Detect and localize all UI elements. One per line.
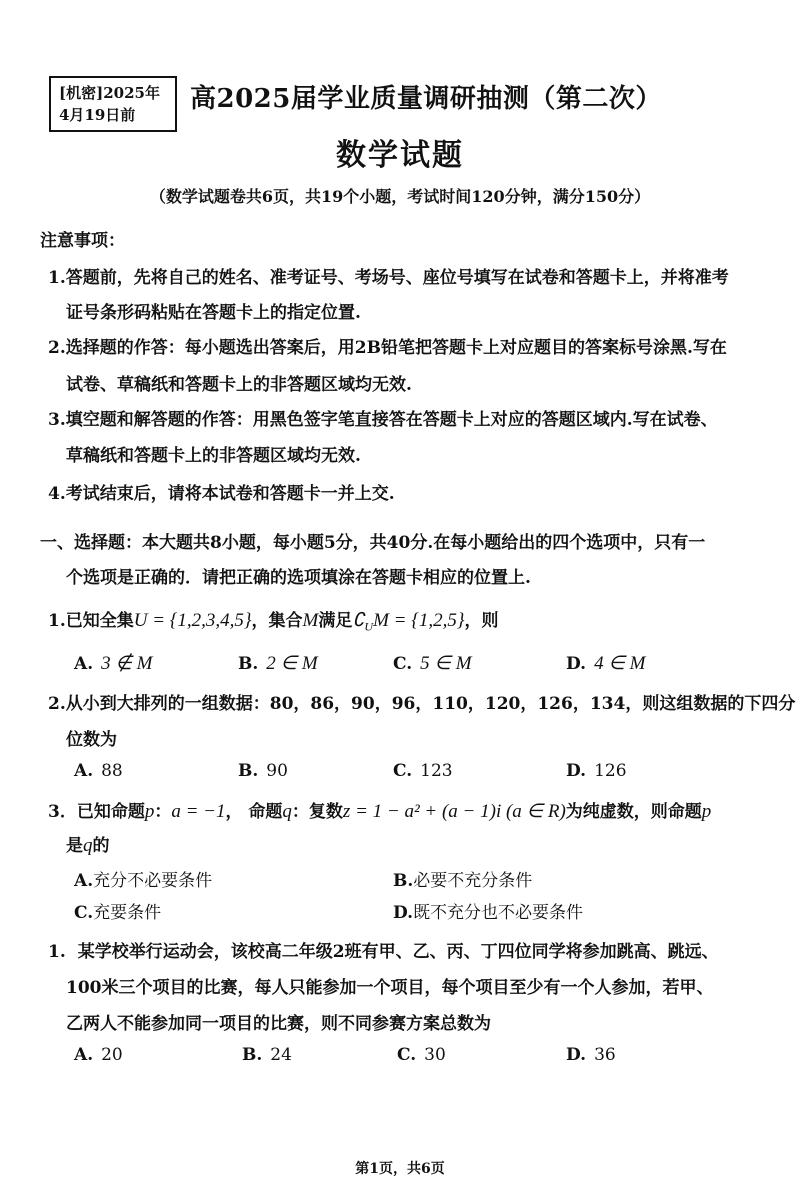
q4-option-c (397, 1045, 446, 1065)
confidential-box (49, 76, 177, 132)
option-text: 充要条件 (93, 903, 162, 923)
q1-text: ，集合 (251, 611, 303, 631)
q2-option-b (238, 761, 288, 781)
option-label: A. (74, 1045, 94, 1065)
option-label: D. (566, 1045, 587, 1065)
option-label: D. (566, 654, 587, 674)
option-text: 88 (101, 761, 123, 781)
q1-option-a (74, 652, 153, 675)
option-label: A. (74, 761, 94, 781)
option-label: A. (74, 871, 94, 891)
option-label: C. (74, 903, 94, 923)
question-3-line-2 (66, 831, 110, 857)
option-text: 30 (424, 1045, 446, 1065)
option-label: C. (393, 761, 413, 781)
q1-option-b (238, 652, 318, 675)
q3-complex-expression: z = 1 − a² + (a − 1)i (a ∈ R) (342, 801, 566, 822)
q3-option-a (74, 866, 212, 891)
option-label: A. (74, 654, 94, 674)
question-4-line-3: 乙两人不能参加同一项目的比赛，则不同参赛方案总数为 (66, 1014, 491, 1034)
notice-item: 试卷、草稿纸和答题卡上的非答题区域均无效. (66, 375, 412, 395)
exam-info: （数学试题卷共6页，共19个小题，考试时间120分钟，满分150分） (149, 187, 651, 206)
option-label: C. (397, 1045, 417, 1065)
question-2-line-1: 2.从小到大排列的一组数据：80，86，90，96，110，120，126，134，则这组数据的下四分 (48, 694, 796, 714)
q2-option-c (393, 761, 453, 781)
q1-text: 1.已知全集 (48, 611, 134, 631)
q2-option-d (566, 761, 627, 781)
q1-text: 满足 (318, 611, 353, 631)
q1-universal-set: U = {1,2,3,4,5} (133, 610, 252, 631)
option-label: B. (238, 654, 259, 674)
option-label: B. (238, 761, 259, 781)
q4-option-b (242, 1045, 292, 1065)
option-text: 126 (594, 761, 627, 781)
q3-text: 3．已知命题 (48, 802, 145, 822)
q3-text: ： (154, 802, 172, 822)
q3-option-b (393, 866, 532, 891)
option-text: 必要不充分条件 (413, 871, 533, 891)
option-label: C. (393, 654, 413, 674)
q4-option-d (566, 1045, 616, 1065)
option-text: 36 (594, 1045, 616, 1065)
option-text: 90 (266, 761, 288, 781)
q3-text: 的 (92, 836, 110, 856)
notice-item: 4.考试结束后，请将本试卷和答题卡一并上交. (48, 484, 395, 504)
subject-title: 数学试题 (336, 138, 464, 173)
option-text: 4 ∈ M (594, 653, 646, 674)
exam-title: 高2025届学业质量调研抽测（第二次） (190, 84, 662, 114)
option-label: B. (393, 871, 414, 891)
option-text: 24 (270, 1045, 292, 1065)
option-label: D. (393, 903, 414, 923)
notice-item: 证号条形码粘贴在答题卡上的指定位置. (66, 303, 361, 323)
question-1-stem (48, 606, 498, 634)
confidential-line-1: [机密]2025年 (59, 84, 160, 102)
q4-option-a (74, 1045, 123, 1065)
option-text: 3 ∉ M (101, 653, 153, 674)
q3-proposition-q: q (282, 801, 292, 822)
q3-proposition-p: p (144, 801, 155, 822)
option-text: 123 (420, 761, 453, 781)
option-text: 20 (101, 1045, 123, 1065)
option-text: 2 ∈ M (266, 653, 318, 674)
confidential-line-2: 4月19日前 (59, 106, 136, 124)
q3-proposition-q: q (83, 835, 93, 856)
q1-complement-set: M = {1,2,5} (373, 610, 465, 631)
q3-option-c (74, 898, 161, 923)
option-label: B. (242, 1045, 263, 1065)
q3-expression-a: a = −1 (171, 801, 226, 822)
option-text: 充分不必要条件 (93, 871, 213, 891)
q3-proposition-p: p (701, 801, 712, 822)
q1-option-c (393, 652, 472, 675)
q3-text: ：复数 (291, 802, 343, 822)
q1-set-m: M (302, 610, 319, 631)
option-label: D. (566, 761, 587, 781)
question-4-line-2: 100米三个项目的比赛，每人只能参加一个项目，每个项目至少有一个人参加，若甲、 (66, 978, 714, 998)
notice-heading: 注意事项： (40, 231, 125, 251)
q3-option-d (393, 898, 583, 923)
option-text: 既不充分也不必要条件 (413, 903, 584, 923)
q4-text: 某学校举行运动会，该校高二年级2班有甲、乙、丙、丁四位同学将参加跳高、跳远、 (77, 942, 719, 962)
q2-option-a (74, 761, 123, 781)
question-2-line-2: 位数为 (66, 730, 117, 750)
notice-item: 2.选择题的作答：每小题选出答案后，用2B铅笔把答题卡上对应题目的答案标号涂黑.写在 (48, 338, 727, 358)
q1-text: ，则 (464, 611, 499, 631)
notice-item: 3.填空题和解答题的作答：用黑色签字笔直接答在答题卡上对应的答题区域内.写在试卷、 (48, 410, 718, 430)
q1-complement-subscript: U (364, 619, 374, 634)
q3-text: ， 命题 (225, 802, 283, 822)
q4-number: 1. (48, 942, 66, 962)
section-heading-line-2: 个选项是正确的．请把正确的选项填涂在答题卡相应的位置上. (66, 568, 531, 588)
option-text: 5 ∈ M (420, 653, 472, 674)
q3-text: 为纯虚数，则命题 (565, 802, 702, 822)
q1-complement-symbol: ∁ (352, 610, 365, 631)
question-4-line-1 (48, 937, 719, 962)
notice-item: 1.答题前，先将自己的姓名、准考证号、考场号、座位号填写在试卷和答题卡上，并将准考 (48, 268, 729, 288)
question-3-line-1 (48, 797, 711, 823)
q1-option-d (566, 652, 645, 675)
page-footer: 第1页，共6页 (355, 1161, 445, 1177)
notice-item: 草稿纸和答题卡上的非答题区域均无效. (66, 446, 361, 466)
q3-text: 是 (66, 836, 83, 856)
section-heading-line-1: 一、选择题：本大题共8小题，每小题5分，共40分.在每小题给出的四个选项中，只有一 (40, 533, 706, 553)
